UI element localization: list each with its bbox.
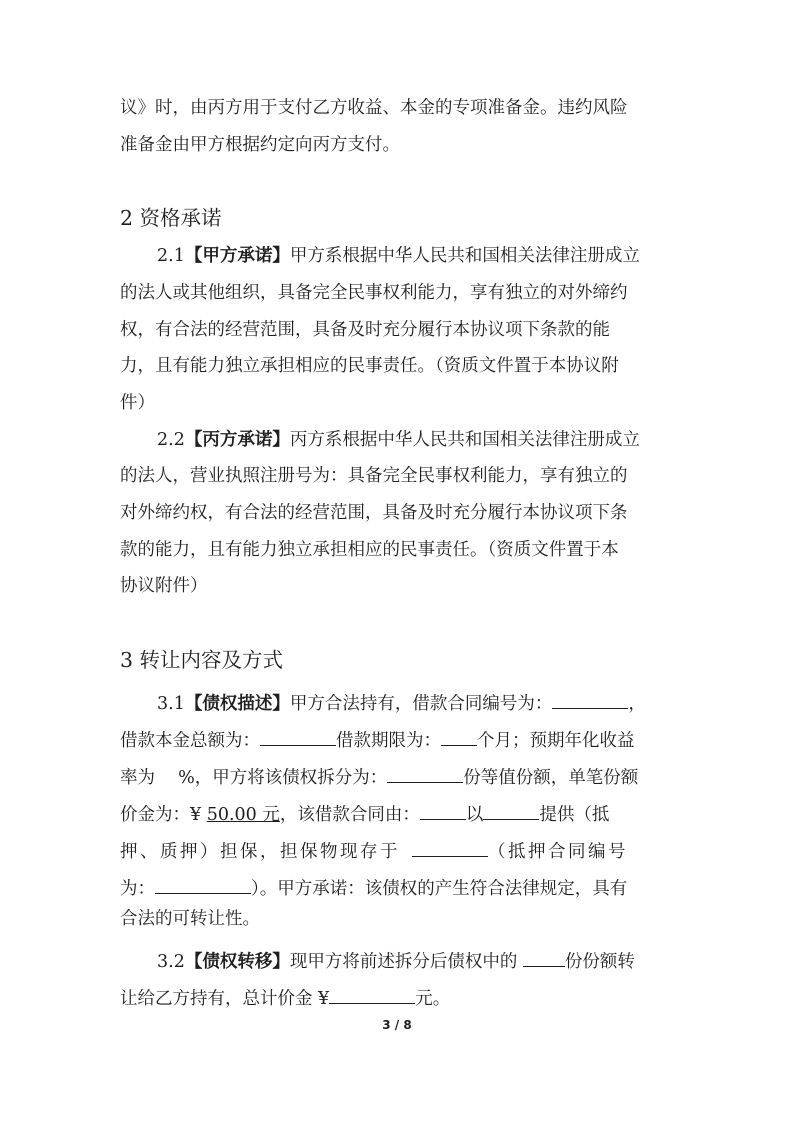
section-heading-3: 3 转让内容及方式 bbox=[120, 648, 284, 672]
clause-text: ， bbox=[628, 694, 646, 714]
text-line: 对外缔约权，有合法的经营范围，具备及时充分履行本协议项下条 bbox=[120, 503, 628, 523]
clause-number: 2.2 bbox=[157, 430, 185, 450]
text-line bbox=[120, 801, 609, 825]
clause-tag: 【债权描述】 bbox=[184, 694, 290, 714]
text-line bbox=[120, 764, 638, 788]
text-span: 元。 bbox=[415, 989, 451, 1009]
blank-field[interactable] bbox=[523, 948, 565, 967]
text-span: 借款期限为： bbox=[336, 731, 441, 751]
text-line bbox=[120, 985, 450, 1009]
text-span: 借款本金总额为： bbox=[120, 731, 260, 751]
clause-2-2 bbox=[157, 432, 640, 450]
text-span: 个月；预期年化收益 bbox=[477, 731, 635, 751]
text-span: ）。甲方承诺：该债权的产生符合法律规定，具有 bbox=[251, 879, 628, 899]
clause-2-1 bbox=[157, 248, 640, 266]
text-line: 件） bbox=[120, 393, 155, 413]
clause-3-2 bbox=[157, 948, 635, 972]
text-line: 议》时，由丙方用于支付乙方收益、本金的专项准备金。违约风险 bbox=[120, 98, 628, 118]
text-line: 准备金由甲方根据约定向丙方支付。 bbox=[120, 135, 400, 155]
clause-number: 2.1 bbox=[157, 246, 185, 266]
text-span: 为： bbox=[120, 879, 155, 899]
text-span: 率为 %，甲方将该债权拆分为： bbox=[120, 768, 388, 788]
clause-number: 3.1 bbox=[157, 694, 185, 714]
blank-field[interactable] bbox=[387, 764, 463, 783]
clause-tag: 【甲方承诺】 bbox=[184, 246, 290, 266]
clause-tag: 【丙方承诺】 bbox=[184, 430, 290, 450]
text-line: 的法人，营业执照注册号为：具备完全民事权利能力，享有独立的 bbox=[120, 466, 628, 486]
clause-number: 3.2 bbox=[157, 952, 185, 972]
text-line: 力，且有能力独立承担相应的民事责任。（资质文件置于本协议附 bbox=[120, 356, 619, 376]
page-number: 3 / 8 bbox=[382, 1018, 412, 1032]
blank-field[interactable] bbox=[483, 801, 539, 820]
text-line: 协议附件） bbox=[120, 576, 208, 596]
blank-field[interactable] bbox=[260, 727, 336, 746]
amount-value: 50.00 元 bbox=[206, 805, 280, 825]
text-span: 份等值份额，单笔份额 bbox=[463, 768, 639, 788]
clause-text: 份份额转 bbox=[564, 952, 635, 972]
blank-field[interactable] bbox=[552, 690, 628, 709]
text-line bbox=[120, 727, 635, 751]
blank-field[interactable] bbox=[155, 875, 251, 894]
clause-text: 丙方系根据中华人民共和国相关法律注册成立 bbox=[289, 430, 640, 450]
clause-tag: 【债权转移】 bbox=[184, 952, 290, 972]
clause-text: 现甲方将前述拆分后债权中的 bbox=[289, 952, 523, 972]
text-line bbox=[120, 875, 627, 899]
text-span: 价金为：¥ bbox=[120, 805, 207, 825]
blank-field[interactable] bbox=[412, 838, 488, 857]
blank-field[interactable] bbox=[329, 985, 415, 1004]
clause-3-1 bbox=[157, 690, 646, 714]
clause-text: 甲方合法持有，借款合同编号为： bbox=[289, 694, 553, 714]
text-line: 合法的可转让性。 bbox=[120, 909, 260, 929]
text-span: ，该借款合同由： bbox=[279, 805, 420, 825]
text-span: 提供（抵 bbox=[539, 805, 610, 825]
text-span: （抵押合同编号 bbox=[488, 842, 628, 862]
text-line: 权，有合法的经营范围，具备及时充分履行本协议项下条款的能 bbox=[120, 320, 610, 340]
section-heading-2: 2 资格承诺 bbox=[120, 206, 222, 230]
blank-field[interactable] bbox=[441, 727, 477, 746]
text-line bbox=[120, 838, 628, 862]
clause-text: 甲方系根据中华人民共和国相关法律注册成立 bbox=[289, 246, 640, 266]
text-line: 的法人或其他组织，具备完全民事权利能力，享有独立的对外缔约 bbox=[120, 283, 628, 303]
blank-field[interactable] bbox=[420, 801, 466, 820]
text-line: 款的能力，且有能力独立承担相应的民事责任。（资质文件置于本 bbox=[120, 540, 619, 560]
text-span: 押、质押）担保，担保物现存于 bbox=[120, 842, 400, 862]
text-span: 让给乙方持有，总计价金 ¥ bbox=[120, 989, 330, 1009]
text-span: 以 bbox=[465, 805, 484, 825]
